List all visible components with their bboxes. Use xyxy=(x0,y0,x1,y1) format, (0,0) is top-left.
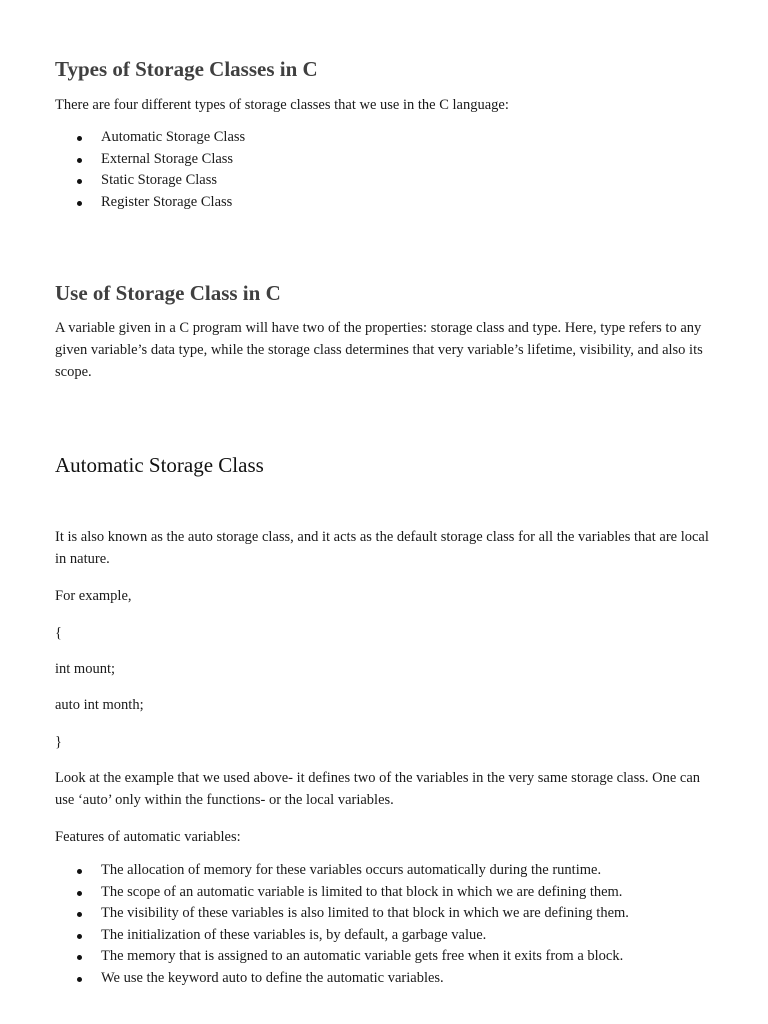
bullet-icon xyxy=(77,201,82,206)
features-label: Features of automatic variables: xyxy=(55,829,241,845)
bullet-icon xyxy=(77,977,82,982)
list-item: The visibility of these variables is also limited to that block in which we are defining them. xyxy=(55,903,710,925)
heading-automatic-storage-class: Automatic Storage Class xyxy=(55,453,264,477)
bullet-icon xyxy=(77,136,82,141)
automatic-intro-paragraph: It is also known as the auto storage class, and it acts as the default storage class for all the variables that are local in nature. xyxy=(55,529,709,567)
example-explanation-paragraph: Look at the example that we used above- it defines two of the variables in the very same storage class. One can use ‘auto’ only within the functions- or the local variables. xyxy=(55,770,701,808)
bullet-icon xyxy=(77,912,82,917)
automatic-features-list xyxy=(55,860,710,989)
bullet-icon xyxy=(77,955,82,960)
list-item: External Storage Class xyxy=(55,149,710,171)
bullet-icon xyxy=(77,179,82,184)
example-label: For example, xyxy=(55,588,132,604)
list-item: The scope of an automatic variable is limited to that block in which we are defining them. xyxy=(55,882,710,904)
list-item: The allocation of memory for these variables occurs automatically during the runtime. xyxy=(55,860,710,882)
list-item: We use the keyword auto to define the automatic variables. xyxy=(55,968,710,990)
bullet-icon xyxy=(77,891,82,896)
types-intro-paragraph: There are four different types of storage classes that we use in the C language: xyxy=(55,97,509,113)
bullet-icon xyxy=(77,934,82,939)
list-item: The initialization of these variables is, by default, a garbage value. xyxy=(55,925,710,947)
heading-types-of-storage-classes: Types of Storage Classes in C xyxy=(55,57,318,81)
list-item: Automatic Storage Class xyxy=(55,127,710,149)
heading-use-of-storage-class: Use of Storage Class in C xyxy=(55,281,281,305)
code-line-close-brace: } xyxy=(55,734,62,750)
storage-class-types-list xyxy=(55,127,710,213)
list-item: Register Storage Class xyxy=(55,192,710,214)
bullet-icon xyxy=(77,869,82,874)
bullet-icon xyxy=(77,158,82,163)
code-line-open-brace: { xyxy=(55,625,62,641)
list-item: The memory that is assigned to an automatic variable gets free when it exits from a block. xyxy=(55,946,710,968)
code-line-auto-int-month: auto int month; xyxy=(55,697,144,713)
list-item: Static Storage Class xyxy=(55,170,710,192)
code-line-int-mount: int mount; xyxy=(55,661,116,677)
use-body-paragraph: A variable given in a C program will have two of the properties: storage class and type. Here, type refers to any given variable’s data type, while the storage class determines that very variable’s lifetime, visibility, and also its scope. xyxy=(55,320,703,380)
